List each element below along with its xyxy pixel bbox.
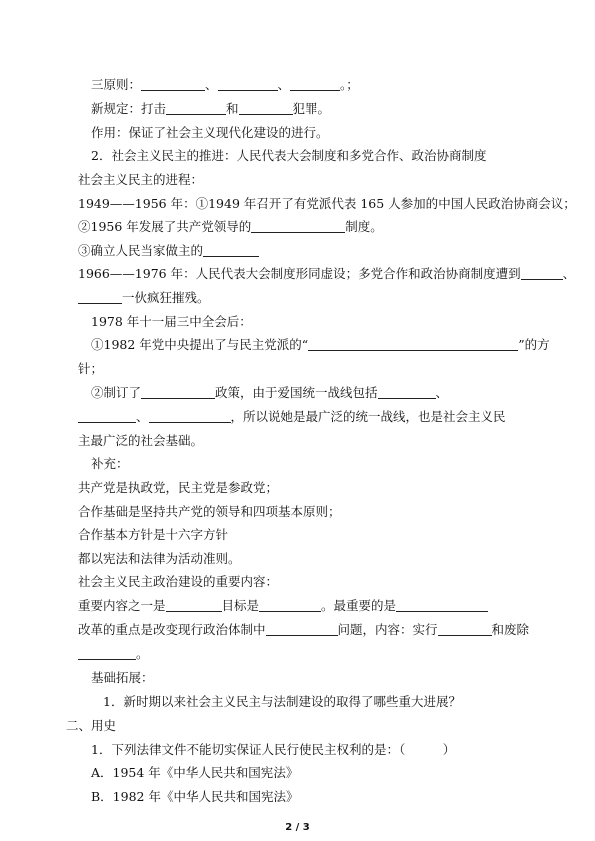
text-line: 新规定：打击 和 犯罪。 — [91, 101, 331, 116]
text-line: ①1982 年党中央提出了与民主党派的“ ”的方 — [91, 337, 550, 352]
blank[interactable] — [78, 291, 122, 304]
blank[interactable] — [203, 244, 259, 257]
blank[interactable] — [239, 102, 293, 115]
blank[interactable] — [141, 78, 205, 91]
section-heading: 基础拓展： — [91, 670, 154, 685]
text-line: 作用：保证了社会主义现代化建设的进行。 — [91, 125, 329, 140]
text-line: ③确立人民当家做主的 — [78, 243, 259, 259]
option-a: A．1954 年《中华人民共和国宪法》 — [91, 765, 299, 780]
text-line: 合作基本方针是十六字方针 — [78, 527, 229, 542]
text-line: 社会主义民主政治建设的重要内容： — [78, 574, 279, 589]
text-line: 1978 年十一届三中全会后： — [91, 314, 252, 329]
text-line: ②1956 年发展了共产党领导的 制度。 — [78, 219, 383, 234]
text-line: 合作基础是坚持共产党的领导和四项基本原则； — [78, 504, 341, 519]
blank[interactable] — [166, 599, 222, 612]
text-line: 改革的重点是改变现行政治体制中 问题，内容：实行 和废除 — [78, 622, 530, 637]
text-line: 社会主义民主的进程： — [78, 172, 204, 187]
text-line: 针； — [78, 361, 104, 376]
text-line: 1949——1956 年：①1949 年召开了有党派代表 165 人参加的中国人民政治协商会议； — [78, 196, 576, 211]
blank[interactable] — [438, 623, 492, 636]
blank[interactable] — [378, 386, 436, 399]
text-line: 主最广泛的社会基础。 — [78, 433, 204, 448]
page-number: 2 / 3 — [285, 822, 310, 833]
section-heading: 二、用史 — [66, 718, 117, 733]
text-line: 补充： — [91, 456, 129, 471]
blank[interactable] — [166, 102, 226, 115]
question-text: 1．下列法律文件不能切实保证人民行使民主权利的是：（ ） — [91, 742, 456, 757]
question-text: 1．新时期以来社会主义民主与法制建设的取得了哪些重大进展？ — [103, 694, 461, 709]
blank[interactable] — [251, 220, 345, 233]
text-line: ②制订了 政策，由于爱国统一战线包括 、 — [91, 385, 449, 400]
option-b: B．1982 年《中华人民共和国宪法》 — [91, 789, 299, 804]
blank[interactable] — [218, 78, 278, 91]
text-line: 一伙疯狂摧残。 — [78, 290, 210, 306]
blank[interactable] — [290, 78, 340, 91]
blank[interactable] — [141, 386, 215, 399]
text-line: 都以宪法和法律为活动准则。 — [78, 551, 241, 566]
text-line: 、 ，所以说她是最广泛的统一战线，也是社会主义民 — [78, 409, 506, 425]
blank[interactable] — [78, 410, 136, 423]
section-heading: 2．社会主义民主的推进：人民代表大会制度和多党合作、政治协商制度 — [91, 148, 487, 163]
text-line: 重要内容之一是 目标是 。最重要的是 — [78, 598, 488, 614]
blank[interactable] — [266, 623, 338, 636]
text-line: 三原则： 、 、 。； — [91, 77, 359, 92]
blank[interactable] — [396, 599, 488, 612]
text-line: 。 — [78, 646, 149, 662]
text-line: 1966——1976 年：人民代表大会制度形同虚设；多党合作和政治协商制度遭到 、 — [78, 266, 576, 281]
text-line: 共产党是执政党，民主党是参政党； — [78, 480, 279, 495]
blank[interactable] — [259, 599, 321, 612]
blank[interactable] — [308, 338, 518, 351]
blank[interactable] — [78, 647, 136, 660]
blank[interactable] — [149, 410, 231, 423]
blank[interactable] — [521, 267, 563, 280]
